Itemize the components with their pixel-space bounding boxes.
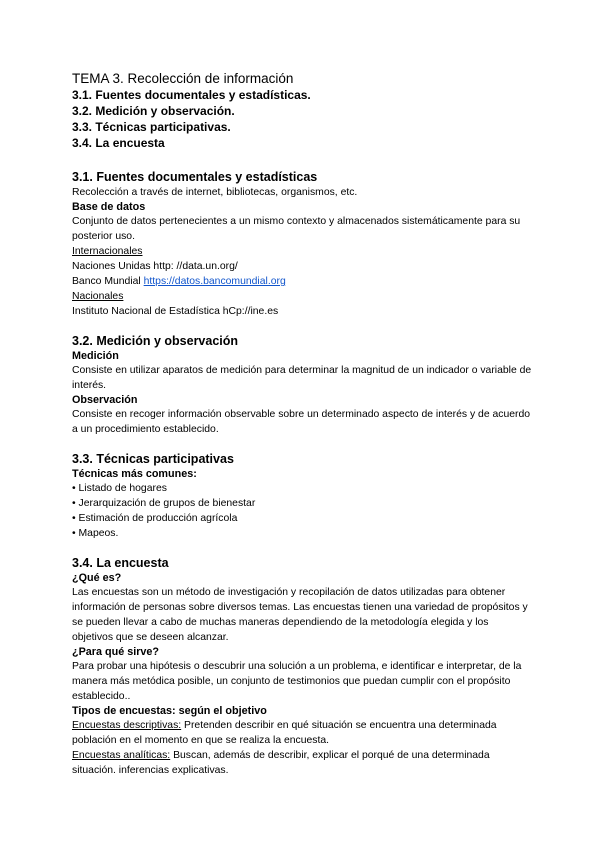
base-datos-title: Base de datos	[72, 201, 146, 213]
banco-mundial-link[interactable]: https://datos.bancomundial.org	[143, 276, 286, 287]
banco-mundial-line	[72, 274, 532, 289]
section-3-heading: 3.3. Técnicas participativas	[72, 452, 234, 466]
analiticas-paragraph	[72, 748, 532, 778]
para-que-answer: Para probar una hipótesis o descubrir una solución a un problema, e identificar e interpretar, de la manera más metódica posible, un conjunto de testimonios que puedan cumplir con el propósito establecido..	[72, 661, 522, 702]
que-es-answer: Las encuestas son un método de investigación y recopilación de datos utilizadas para obtener información de personas sobre diversos temas. Las encuestas tienen una variedad de propósitos y se pueden llevar a cabo de muchas maneras dependiendo de la metodología elegida y los objetivos que se deseen alcanzar.	[72, 587, 528, 643]
internacionales-label: Internacionales	[72, 246, 143, 257]
list-item: • Estimación de producción agrícola	[72, 511, 532, 526]
section-1-intro: Recolección a través de internet, bibliotecas, organismos, etc.	[72, 187, 358, 198]
toc-item-1: 3.1. Fuentes documentales y estadísticas.	[72, 88, 311, 102]
analiticas-text: Buscan, además de describir, explicar el porqué de una determinada situación. inferencias explicativas.	[72, 750, 490, 776]
medicion-text: Consiste en utilizar aparatos de medición para determinar la magnitud de un indicador o variable de interés.	[72, 365, 532, 391]
nacionales-label: Nacionales	[72, 291, 124, 302]
section-1-heading: 3.1. Fuentes documentales y estadísticas	[72, 170, 318, 184]
observacion-title: Observación	[72, 394, 138, 406]
medicion-title: Medición	[72, 350, 119, 362]
toc-item-4: 3.4. La encuesta	[72, 136, 165, 150]
descriptivas-paragraph	[72, 718, 532, 748]
document-title: TEMA 3. Recolección de información	[72, 71, 294, 86]
banco-mundial-label: Banco Mundial	[72, 276, 144, 287]
analiticas-label: Encuestas analíticas:	[72, 750, 171, 761]
para-que-question: ¿Para qué sirve?	[72, 646, 160, 658]
tecnicas-subtitle: Técnicas más comunes:	[72, 468, 197, 480]
toc-item-3: 3.3. Técnicas participativas.	[72, 120, 231, 134]
tipos-title: Tipos de encuestas: según el objetivo	[72, 705, 267, 717]
list-item: • Mapeos.	[72, 526, 532, 541]
tecnicas-list	[72, 481, 532, 541]
list-item: • Listado de hogares	[72, 481, 532, 496]
toc-item-2: 3.2. Medición y observación.	[72, 104, 235, 118]
descriptivas-text: Pretenden describir en qué situación se encuentra una determinada población en el momento en que se realiza la encuesta.	[72, 720, 497, 746]
observacion-text: Consiste en recoger información observable sobre un determinado aspecto de interés y de acuerdo a un procedimiento establecido.	[72, 409, 531, 435]
ine-line: Instituto Nacional de Estadística hCp://ine.es	[72, 306, 279, 317]
que-es-question: ¿Qué es?	[72, 572, 122, 584]
descriptivas-label: Encuestas descriptivas:	[72, 720, 182, 731]
naciones-unidas-line: Naciones Unidas http: //data.un.org/	[72, 261, 238, 272]
list-item: • Jerarquización de grupos de bienestar	[72, 496, 532, 511]
base-datos-text: Conjunto de datos pertenecientes a un mismo contexto y almacenados sistemáticamente para su posterior uso.	[72, 216, 521, 242]
section-2-heading: 3.2. Medición y observación	[72, 334, 239, 348]
document-page	[72, 70, 532, 778]
section-4-heading: 3.4. La encuesta	[72, 556, 169, 570]
